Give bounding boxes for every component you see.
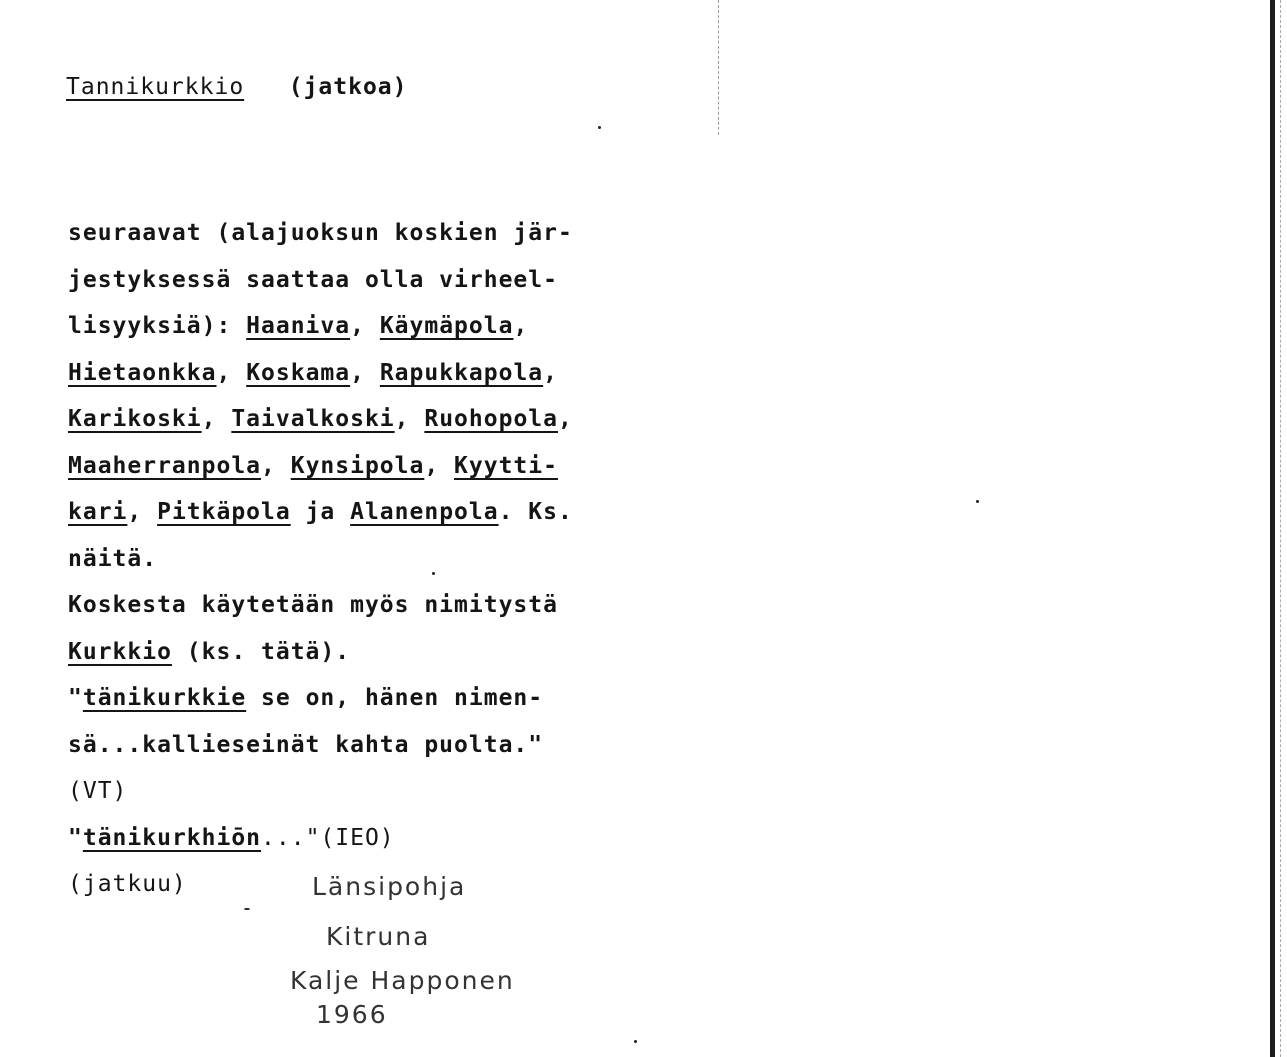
text-run: " bbox=[68, 824, 83, 851]
text-run: , bbox=[201, 406, 232, 432]
text-run: ..."(IEO) bbox=[261, 824, 395, 851]
underlined-term: Käymäpola bbox=[379, 313, 514, 339]
text-line bbox=[68, 629, 728, 676]
underlined-term: Kyytti- bbox=[454, 452, 558, 479]
text-line bbox=[68, 210, 728, 257]
text-line bbox=[68, 722, 728, 769]
text-run: (jatkuu) bbox=[68, 871, 187, 897]
card-edge-shadow bbox=[1280, 0, 1281, 1057]
text-line bbox=[68, 257, 728, 304]
ink-speck bbox=[634, 1040, 637, 1043]
text-run: sä...kallieseinät kahta puolta." bbox=[68, 731, 544, 758]
underlined-term: Taivalkoski bbox=[231, 406, 395, 432]
text-line bbox=[68, 350, 728, 397]
text-line bbox=[68, 443, 728, 490]
ink-speck bbox=[976, 500, 979, 503]
text-run: , bbox=[127, 499, 158, 525]
text-line bbox=[68, 489, 728, 536]
text-run: , bbox=[557, 406, 573, 432]
text-line bbox=[68, 675, 728, 722]
underlined-term: Kynsipola bbox=[290, 452, 425, 479]
text-run: , bbox=[543, 359, 559, 386]
card-body bbox=[68, 210, 728, 908]
underlined-term: Koskama bbox=[246, 359, 351, 386]
underlined-term: tänikurkkie bbox=[82, 685, 247, 711]
text-run: Koskesta käytetään myös nimitystä bbox=[68, 592, 558, 618]
card-heading bbox=[66, 74, 408, 100]
underlined-term: Kurkkio bbox=[68, 638, 172, 665]
text-run: lisyyksiä): bbox=[68, 313, 247, 339]
card-edge bbox=[1270, 0, 1275, 1057]
text-run: , bbox=[350, 359, 380, 386]
heading-word: Tannikurkkio bbox=[66, 74, 245, 100]
stamp-year: 1966 bbox=[316, 1000, 388, 1029]
text-run: , bbox=[261, 452, 291, 479]
text-line bbox=[68, 536, 728, 583]
underlined-term: Haaniva bbox=[246, 313, 351, 339]
text-run: , bbox=[350, 313, 380, 339]
text-run: . Ks. bbox=[498, 499, 573, 525]
stamp-parish: Kitruna bbox=[326, 922, 431, 951]
underlined-term: Karikoski bbox=[68, 406, 202, 432]
text-line bbox=[68, 768, 728, 815]
underlined-term: Ruohopola bbox=[424, 406, 558, 432]
underlined-term: Maaherranpola bbox=[68, 452, 262, 479]
text-line bbox=[68, 582, 728, 629]
text-run: se on, hänen nimen- bbox=[246, 685, 544, 711]
underlined-term: Alanenpola bbox=[350, 499, 499, 525]
text-run: , bbox=[424, 452, 455, 479]
text-run: ja bbox=[290, 499, 351, 525]
underlined-term: Rapukkapola bbox=[379, 359, 544, 386]
text-run: , bbox=[513, 313, 529, 339]
stamp-collector: Kalje Happonen bbox=[290, 966, 515, 995]
text-run: seuraavat (alajuoksun koskien jär- bbox=[68, 220, 573, 246]
heading-note: (jatkoa) bbox=[288, 74, 408, 100]
ink-speck bbox=[598, 126, 601, 129]
ink-speck bbox=[244, 908, 250, 910]
text-run: jestyksessä saattaa olla virheel- bbox=[68, 266, 558, 293]
text-run: , bbox=[394, 406, 425, 432]
underlined-term: tänikurkhiōn bbox=[82, 824, 262, 851]
text-run: " bbox=[68, 685, 83, 711]
text-run: (VT) bbox=[68, 778, 128, 804]
fold-line bbox=[718, 0, 719, 135]
underlined-term: Hietaonkka bbox=[68, 359, 217, 386]
stamp-region: Länsipohja bbox=[312, 872, 467, 901]
text-line bbox=[68, 815, 728, 862]
text-line bbox=[68, 396, 728, 443]
text-line bbox=[68, 303, 728, 350]
text-run: (ks. tätä). bbox=[171, 638, 351, 665]
text-run: , bbox=[216, 359, 247, 386]
underlined-term: kari bbox=[68, 499, 128, 525]
text-run: näitä. bbox=[68, 545, 158, 572]
underlined-term: Pitkäpola bbox=[157, 499, 291, 525]
